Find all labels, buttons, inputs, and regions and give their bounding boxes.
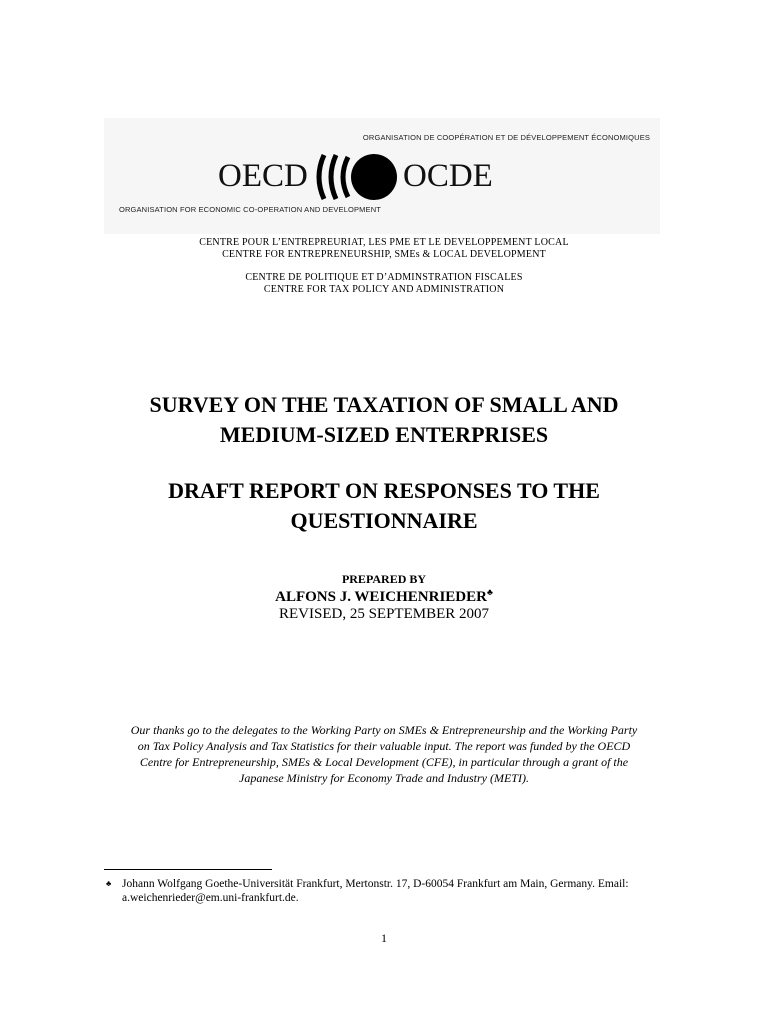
survey-title (0, 390, 768, 450)
centre-line: CENTRE FOR TAX POLICY AND ADMINISTRATION (263, 284, 505, 295)
author-name (0, 587, 768, 606)
acknowledgement-line: Centre for Entrepreneurship, SMEs & Local Development (CFE), in particular through a grant of the (139, 755, 629, 769)
logo-text-oecd: OECD (218, 158, 308, 194)
footnote-email: a.weichenrieder@em.uni-frankfurt.de. (122, 892, 299, 904)
org-name-french: ORGANISATION DE COOPÉRATION ET DE DÉVELOPPEMENT ÉCONOMIQUES (362, 133, 650, 142)
title-line: QUESTIONNAIRE (290, 508, 478, 533)
org-name-english: ORGANISATION FOR ECONOMIC CO-OPERATION AND DEVELOPMENT (119, 205, 382, 214)
prepared-by-label: PREPARED BY (341, 572, 427, 586)
logo-text-ocde: OCDE (403, 158, 493, 194)
report-subtitle (0, 476, 768, 536)
title-line: MEDIUM-SIZED ENTERPRISES (219, 422, 549, 447)
page-number: 1 (381, 931, 387, 945)
author-footnote-marker: ♣ (486, 587, 493, 597)
oecd-logo-icon (316, 145, 400, 209)
footnote-line-1 (106, 877, 662, 891)
centre-line: CENTRE POUR L’ENTREPREURIAT, LES PME ET LE DEVELOPPEMENT LOCAL (199, 237, 569, 248)
footnote-text: Johann Wolfgang Goethe-Universität Frankfurt, Mertonstr. 17, D-60054 Frankfurt am Main, Germany. Email: (122, 878, 629, 890)
acknowledgement-line: Our thanks go to the delegates to the Working Party on SMEs & Entrepreneurship and the Working Party (130, 723, 638, 737)
revision-date: REVISED, 25 SEPTEMBER 2007 (278, 606, 489, 622)
footnote (106, 877, 662, 905)
title-line: DRAFT REPORT ON RESPONSES TO THE (168, 478, 600, 503)
footnote-divider (104, 869, 272, 870)
title-line: SURVEY ON THE TAXATION OF SMALL AND (149, 392, 619, 417)
centre-line: CENTRE FOR ENTREPRENEURSHIP, SMEs & LOCAL DEVELOPMENT (222, 249, 546, 260)
oecd-logo-banner (104, 118, 660, 234)
acknowledgement-line: on Tax Policy Analysis and Tax Statistics for their valuable input. The report was funded by the OECD (137, 739, 631, 753)
author-name-text: ALFONS J. WEICHENRIEDER (275, 589, 487, 605)
centre-tax-block (0, 272, 768, 296)
footnote-marker: ♣ (106, 879, 112, 888)
acknowledgements (100, 722, 668, 786)
acknowledgement-line: Japanese Ministry for Economy Trade and Industry (METI). (239, 771, 529, 785)
centre-line: CENTRE DE POLITIQUE ET D’ADMINSTRATION FISCALES (245, 272, 523, 283)
centre-entrepreneurship-block (0, 237, 768, 261)
